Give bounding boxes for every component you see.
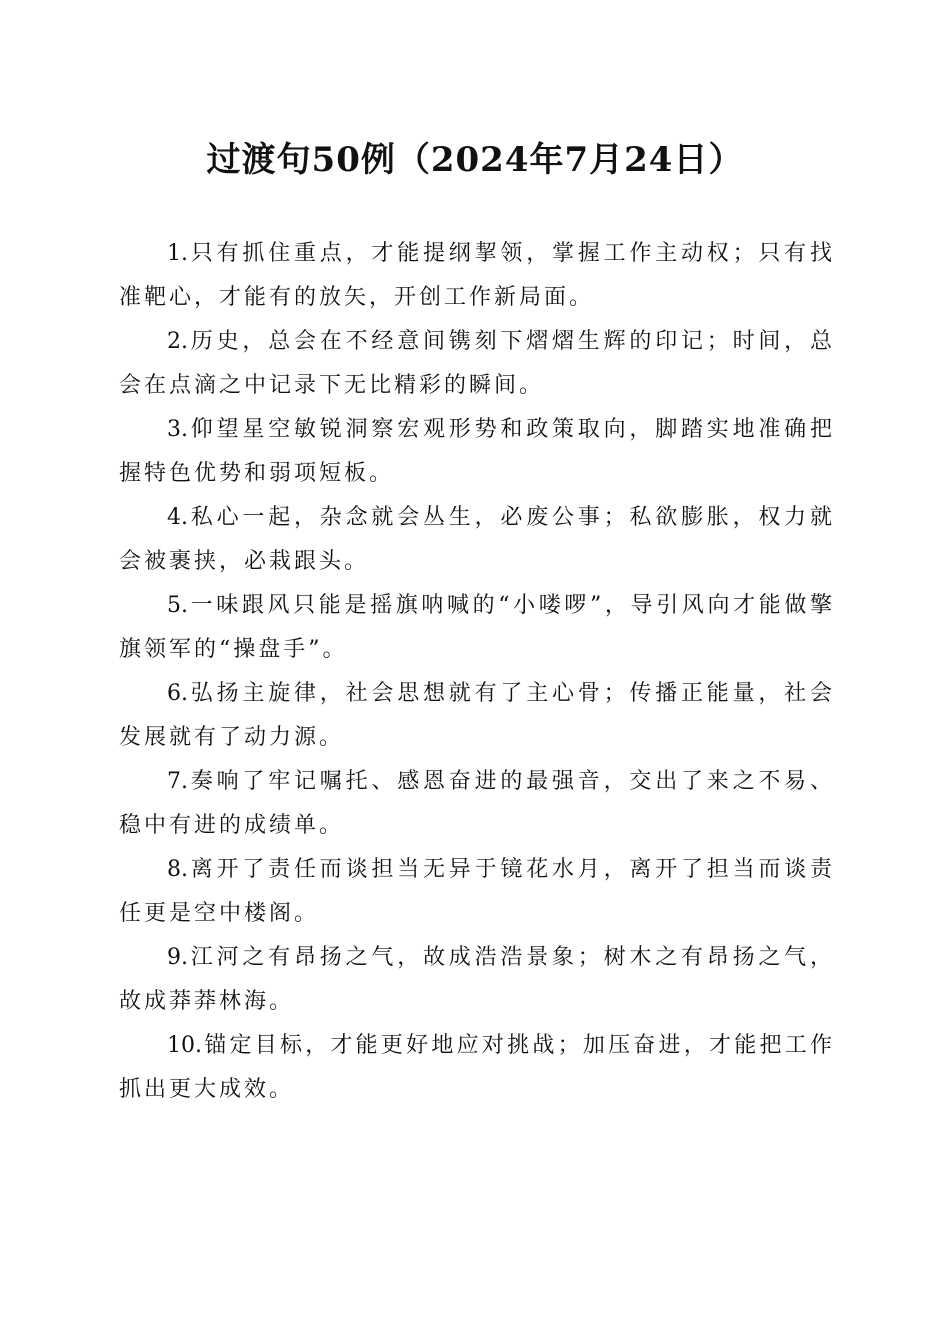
item-number: 5. [167,593,188,618]
list-item [119,232,835,320]
item-number: 10. [167,1033,202,1058]
list-item [119,672,835,760]
item-number: 2. [167,329,188,354]
item-number: 1. [167,241,188,266]
item-text: 仰望星空敏锐洞察宏观形势和政策取向，脚踏实地准确把握特色优势和弱项短板。 [119,417,835,486]
document-title: 过渡句50例（2024年7月24日） [206,140,744,180]
item-number: 9. [167,945,188,970]
item-text: 私心一起，杂念就会丛生，必废公事；私欲膨胀，权力就会被裹挟，必栽跟头。 [119,505,835,574]
item-text: 弘扬主旋律，社会思想就有了主心骨；传播正能量，社会发展就有了动力源。 [119,681,835,750]
item-text: 只有抓住重点，才能提纲挈领，掌握工作主动权；只有找准靶心，才能有的放矢，开创工作新局面。 [119,241,835,310]
list-item [119,584,835,672]
document-body [119,232,835,1112]
item-text: 江河之有昂扬之气，故成浩浩景象；树木之有昂扬之气，故成莽莽林海。 [119,945,835,1014]
list-item [119,496,835,584]
list-item [119,1024,835,1112]
item-text: 锚定目标，才能更好地应对挑战；加压奋进，才能把工作抓出更大成效。 [119,1033,835,1102]
item-text: 离开了责任而谈担当无异于镜花水月，离开了担当而谈责任更是空中楼阁。 [119,857,835,926]
item-number: 3. [167,417,188,442]
item-text: 历史，总会在不经意间镌刻下熠熠生辉的印记；时间，总会在点滴之中记录下无比精彩的瞬间。 [119,329,835,398]
item-number: 4. [167,505,188,530]
list-item [119,320,835,408]
item-text: 奏响了牢记嘱托、感恩奋进的最强音，交出了来之不易、稳中有进的成绩单。 [119,769,835,838]
list-item [119,848,835,936]
list-item [119,936,835,1024]
item-number: 8. [167,857,188,882]
item-number: 7. [167,769,188,794]
list-item [119,760,835,848]
list-item [119,408,835,496]
item-text: 一味跟风只能是摇旗呐喊的“小喽啰”，导引风向才能做擎旗领军的“操盘手”。 [119,593,835,662]
item-number: 6. [167,681,188,706]
